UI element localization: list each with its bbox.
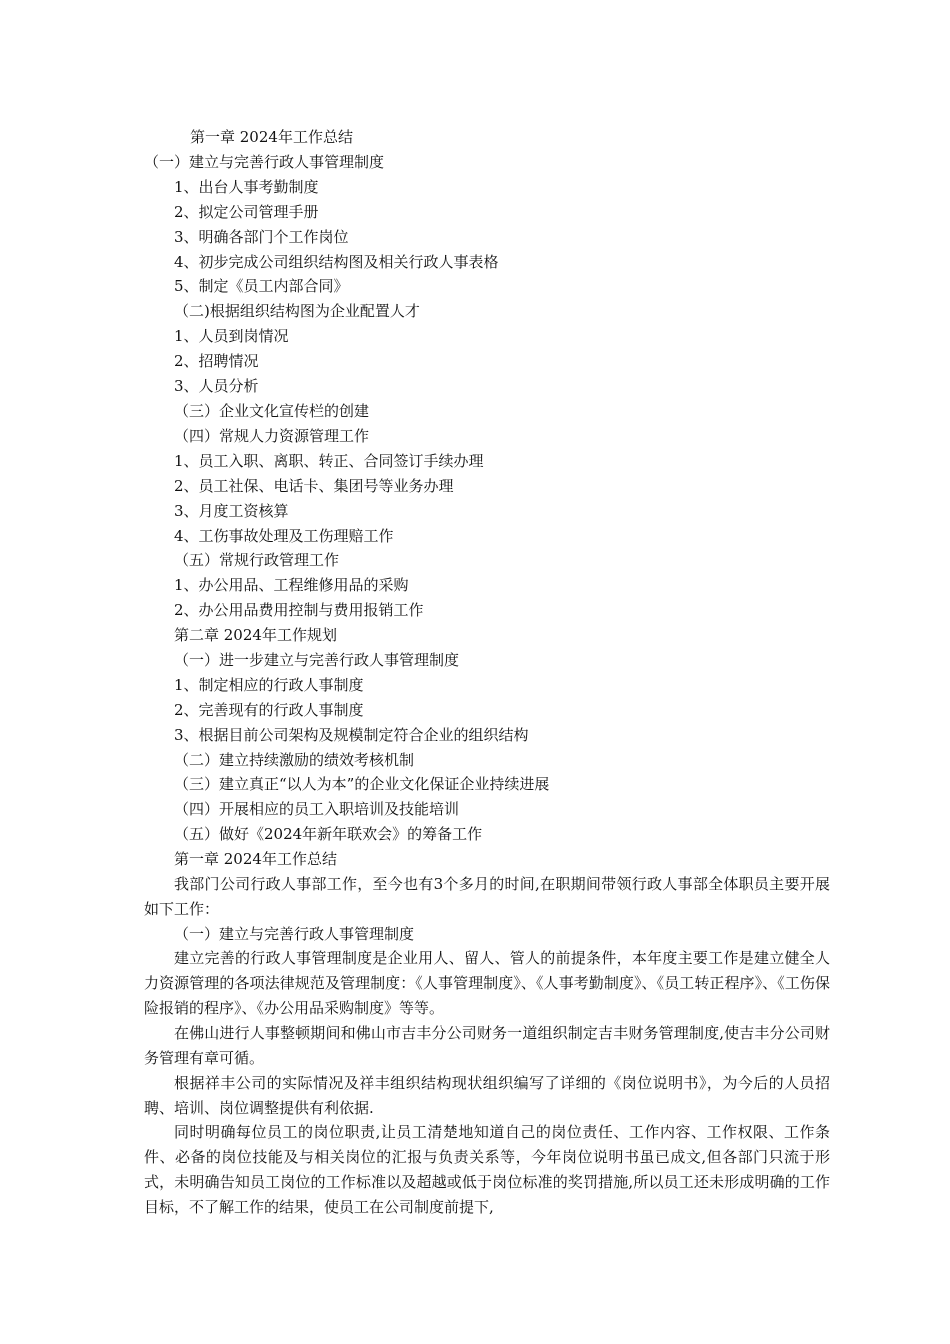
outline-line: 1、人员到岗情况 xyxy=(174,327,289,345)
outline-line: （一）进一步建立与完善行政人事管理制度 xyxy=(174,651,460,669)
outline-line: 第一章 2024年工作总结 xyxy=(174,850,337,868)
outline-line: （二)根据组织结构图为企业配置人才 xyxy=(174,302,420,320)
outline-line: 2、拟定公司管理手册 xyxy=(174,203,319,221)
outline-line: 第一章 2024年工作总结 xyxy=(190,128,353,146)
outline-line: 第二章 2024年工作规划 xyxy=(174,626,337,644)
outline-line: 3、月度工资核算 xyxy=(174,502,289,520)
section-heading: （一）建立与完善行政人事管理制度 xyxy=(174,925,415,943)
outline-line: （四）开展相应的员工入职培训及技能培训 xyxy=(174,800,460,818)
outline-line: （五）常规行政管理工作 xyxy=(174,551,340,569)
body-paragraph: 我部门公司行政人事部工作，至今也有3个多月的时间,在职期间带领行政人事部全体职员主要开展如下工作： xyxy=(144,875,830,918)
outline-line: 4、初步完成公司组织结构图及相关行政人事表格 xyxy=(174,253,499,271)
outline-line: 2、招聘情况 xyxy=(174,352,259,370)
outline-line: 1、员工入职、离职、转正、合同签订手续办理 xyxy=(174,452,484,470)
outline-line: 1、制定相应的行政人事制度 xyxy=(174,676,364,694)
outline-line: （二）建立持续激励的绩效考核机制 xyxy=(174,751,415,769)
outline-line: 3、人员分析 xyxy=(174,377,259,395)
outline-line: 4、工伤事故处理及工伤理赔工作 xyxy=(174,527,394,545)
outline-line: 3、根据目前公司架构及规模制定符合企业的组织结构 xyxy=(174,726,529,744)
body-paragraph: 建立完善的行政人事管理制度是企业用人、留人、管人的前提条件，本年度主要工作是建立健全人力资源管理的各项法律规范及管理制度：《人事管理制度》、《人事考勤制度》、《员工转正程序》、《工伤保险报销的程序》、《办公用品采购制度》等等。 xyxy=(144,949,830,1017)
outline-line: （三）企业文化宣传栏的创建 xyxy=(174,402,370,420)
body-paragraph: 同时明确每位员工的岗位职责,让员工清楚地知道自己的岗位责任、工作内容、工作权限、工作条件、必备的岗位技能及与相关岗位的汇报与负责关系等，今年岗位说明书虽已成文,但各部门只流于形式，未明确告知员工岗位的工作标准以及超越或低于岗位标准的奖罚措施,所以员工还未形成明确的工作目标，不了解工作的结果，使员工在公司制度前提下, xyxy=(144,1123,830,1216)
outline-line: 5、制定《员工内部合同》 xyxy=(174,277,349,295)
outline-line: （三）建立真正“以人为本”的企业文化保证企业持续进展 xyxy=(174,775,550,793)
body-paragraph: 在佛山进行人事整顿期间和佛山市吉丰分公司财务一道组织制定吉丰财务管理制度,使吉丰分公司财务管理有章可循。 xyxy=(144,1024,830,1067)
outline-line: （四）常规人力资源管理工作 xyxy=(174,427,370,445)
outline-line: 2、完善现有的行政人事制度 xyxy=(174,701,364,719)
outline-line: （一）建立与完善行政人事管理制度 xyxy=(144,153,385,171)
outline-line: 3、明确各部门个工作岗位 xyxy=(174,228,349,246)
outline-line: 2、办公用品费用控制与费用报销工作 xyxy=(174,601,424,619)
outline-line: 1、办公用品、工程维修用品的采购 xyxy=(174,576,409,594)
outline-line: 2、员工社保、电话卡、集团号等业务办理 xyxy=(174,477,454,495)
outline-line: 1、出台人事考勤制度 xyxy=(174,178,319,196)
body-paragraph: 根据祥丰公司的实际情况及祥丰组织结构现状组织编写了详细的《岗位说明书》，为今后的人员招聘、培训、岗位调整提供有利依据. xyxy=(144,1074,830,1117)
outline-line: （五）做好《2024年新年联欢会》的筹备工作 xyxy=(174,825,483,843)
